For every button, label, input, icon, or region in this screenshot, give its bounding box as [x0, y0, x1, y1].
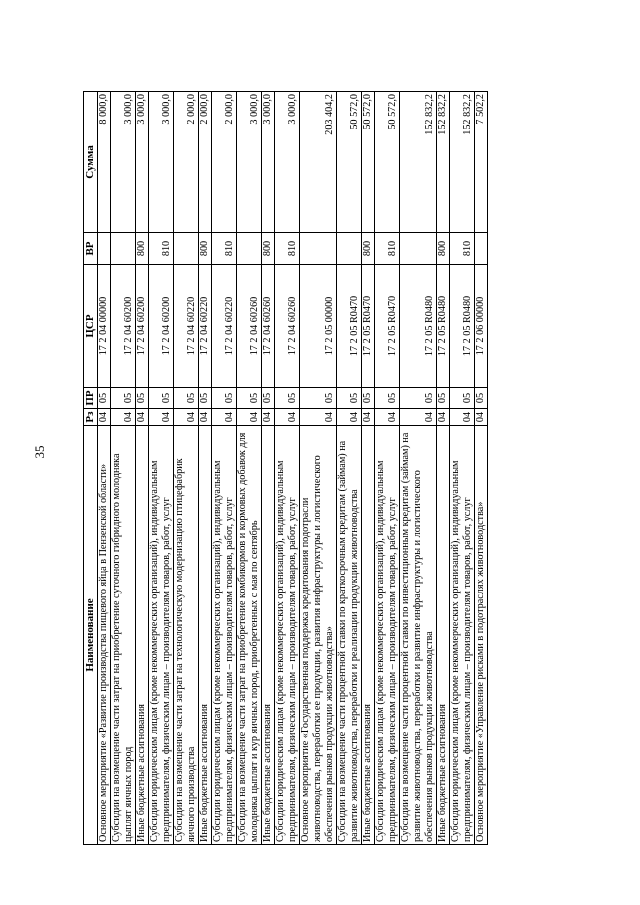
row-rz: 04: [212, 409, 237, 426]
table-row: [262, 92, 275, 845]
table-row: [275, 92, 300, 845]
row-pr: 05: [450, 388, 475, 409]
row-sum: 2 000,0: [174, 92, 199, 233]
row-name: Иные бюджетные ассигнования: [136, 426, 149, 845]
row-sum: 2 000,0: [212, 92, 237, 233]
row-rz: 04: [136, 409, 149, 426]
row-name: Субсидии на возмещение части процентной ставки по краткосрочным кредитам (займам) на развитие животноводства, переработки и реализации продукции животноводства: [337, 426, 362, 845]
row-rz: 04: [450, 409, 475, 426]
row-name: Субсидии юридическим лицам (кроме некоммерческих организаций), индивидуальным предпринимателям, физическим лицам – производителям товаров, работ, услуг: [275, 426, 300, 845]
row-rz: 04: [237, 409, 262, 426]
row-name: Основное мероприятие «Управление рисками в подотраслях животноводства»: [475, 426, 488, 845]
row-name: Основное мероприятие «Государственная поддержка кредитования подотрасли животноводства, переработки ее продукции, развития инфраструктуры и логистического обеспечения рынков продукции животноводства»: [300, 426, 337, 845]
row-pr: 05: [475, 388, 488, 409]
row-csr: 17 2 05 R0480: [450, 265, 475, 388]
row-pr: 05: [300, 388, 337, 409]
table-row: [337, 92, 362, 845]
row-sum: 8 000,0: [98, 92, 111, 233]
budget-table: [83, 91, 488, 845]
page-number: 35: [32, 445, 47, 459]
row-vr: [337, 233, 362, 265]
table-row: [98, 92, 111, 845]
row-sum: 3 000,0: [262, 92, 275, 233]
table-row: [212, 92, 237, 845]
row-vr: 810: [375, 233, 400, 265]
row-csr: 17 2 04 60220: [212, 265, 237, 388]
row-rz: 04: [98, 409, 111, 426]
row-sum: 50 572,0: [362, 92, 375, 233]
row-vr: [400, 233, 437, 265]
row-pr: 05: [199, 388, 212, 409]
row-sum: 152 832,2: [400, 92, 437, 233]
header-name: Наименование: [84, 426, 98, 845]
row-name: Субсидии на возмещение части затрат на приобретение суточного гибридного молодняка цыплят яичных пород: [111, 426, 136, 845]
row-csr: 17 2 04 60220: [199, 265, 212, 388]
row-rz: 04: [262, 409, 275, 426]
row-vr: 800: [437, 233, 450, 265]
row-csr: 17 2 05 00000: [300, 265, 337, 388]
table-row: [136, 92, 149, 845]
table-row: [174, 92, 199, 845]
row-rz: 04: [437, 409, 450, 426]
row-pr: 05: [275, 388, 300, 409]
row-csr: 17 2 05 R0470: [375, 265, 400, 388]
row-pr: 05: [149, 388, 174, 409]
table-row: [400, 92, 437, 845]
row-name: Иные бюджетные ассигнования: [362, 426, 375, 845]
row-rz: 04: [375, 409, 400, 426]
row-vr: 800: [199, 233, 212, 265]
row-pr: 05: [375, 388, 400, 409]
row-name: Субсидии юридическим лицам (кроме некоммерческих организаций), индивидуальным предпринимателям, физическим лицам – производителям товаров, работ, услуг: [450, 426, 475, 845]
row-csr: 17 2 05 R0470: [337, 265, 362, 388]
row-csr: 17 2 05 R0480: [400, 265, 437, 388]
row-rz: 04: [275, 409, 300, 426]
row-name: Иные бюджетные ассигнования: [437, 426, 450, 845]
row-name: Субсидии юридическим лицам (кроме некоммерческих организаций), индивидуальным предпринимателям, физическим лицам – производителям товаров, работ, услуг: [149, 426, 174, 845]
table-row: [111, 92, 136, 845]
row-sum: 3 000,0: [111, 92, 136, 233]
table-row: [199, 92, 212, 845]
row-name: Субсидии на возмещение части затрат на технологическую модернизацию птицефабрик яичного производства: [174, 426, 199, 845]
row-vr: [111, 233, 136, 265]
row-sum: 3 000,0: [149, 92, 174, 233]
table-row: [237, 92, 262, 845]
table-row: [375, 92, 400, 845]
rotated-table-frame: [83, 92, 563, 845]
row-rz: 04: [149, 409, 174, 426]
row-rz: 04: [475, 409, 488, 426]
row-vr: 810: [212, 233, 237, 265]
header-rz: Рз: [84, 409, 98, 426]
row-pr: 05: [400, 388, 437, 409]
row-name: Субсидии на возмещение части процентной ставки по инвестиционным кредитам (займам) на развитие животноводства, переработки и развитие инфраструктуры и логистического обеспечения рынков продукции животноводства: [400, 426, 437, 845]
row-sum: 3 000,0: [275, 92, 300, 233]
row-csr: 17 2 04 60260: [275, 265, 300, 388]
header-sum: Сумма: [84, 92, 98, 233]
row-name: Субсидии юридическим лицам (кроме некоммерческих организаций), индивидуальным предпринимателям, физическим лицам – производителям товаров, работ, услуг: [375, 426, 400, 845]
table-row: [362, 92, 375, 845]
row-pr: 05: [237, 388, 262, 409]
row-name: Основное мероприятие «Развитие производства пищевого яйца в Пензенской области»: [98, 426, 111, 845]
row-name: Субсидии на возмещение части затрат на приобретение комбикормов и кормовых добавок для молодняка цыплят и кур яичных пород, приобретенных с мая по сентябрь: [237, 426, 262, 845]
row-vr: 810: [450, 233, 475, 265]
row-vr: [174, 233, 199, 265]
row-vr: [475, 233, 488, 265]
row-name: Иные бюджетные ассигнования: [262, 426, 275, 845]
header-vr: ВР: [84, 233, 98, 265]
table-row: [300, 92, 337, 845]
row-csr: 17 2 04 60200: [149, 265, 174, 388]
row-pr: 05: [337, 388, 362, 409]
table-row: [149, 92, 174, 845]
row-vr: 800: [362, 233, 375, 265]
row-pr: 05: [174, 388, 199, 409]
header-pr: ПР: [84, 388, 98, 409]
row-sum: 50 572,0: [337, 92, 362, 233]
header-csr: ЦСР: [84, 265, 98, 388]
table-row: [450, 92, 475, 845]
row-sum: 152 832,2: [450, 92, 475, 233]
row-csr: 17 2 06 00000: [475, 265, 488, 388]
row-pr: 05: [437, 388, 450, 409]
row-csr: 17 2 04 60200: [111, 265, 136, 388]
table-header-row: [84, 92, 98, 845]
row-pr: 05: [136, 388, 149, 409]
row-pr: 05: [362, 388, 375, 409]
row-pr: 05: [111, 388, 136, 409]
row-vr: [237, 233, 262, 265]
row-rz: 04: [337, 409, 362, 426]
row-vr: 810: [149, 233, 174, 265]
row-csr: 17 2 04 00000: [98, 265, 111, 388]
row-vr: [98, 233, 111, 265]
row-vr: 810: [275, 233, 300, 265]
table-row: [475, 92, 488, 845]
row-csr: 17 2 04 60200: [136, 265, 149, 388]
row-vr: 800: [136, 233, 149, 265]
row-rz: 04: [300, 409, 337, 426]
row-sum: 3 000,0: [136, 92, 149, 233]
rotated-table-container: [83, 92, 563, 845]
table-row: [437, 92, 450, 845]
row-csr: 17 2 04 60260: [262, 265, 275, 388]
row-rz: 04: [174, 409, 199, 426]
row-csr: 17 2 04 60220: [174, 265, 199, 388]
row-pr: 05: [98, 388, 111, 409]
row-rz: 04: [199, 409, 212, 426]
row-sum: 152 832,2: [437, 92, 450, 233]
row-sum: 2 000,0: [199, 92, 212, 233]
row-csr: 17 2 05 R0470: [362, 265, 375, 388]
row-csr: 17 2 05 R0480: [437, 265, 450, 388]
row-name: Субсидии юридическим лицам (кроме некоммерческих организаций), индивидуальным предпринимателям, физическим лицам – производителям товаров, работ, услуг: [212, 426, 237, 845]
row-pr: 05: [262, 388, 275, 409]
row-name: Иные бюджетные ассигнования: [199, 426, 212, 845]
row-rz: 04: [400, 409, 437, 426]
row-sum: 7 502,2: [475, 92, 488, 233]
row-csr: 17 2 04 60260: [237, 265, 262, 388]
row-pr: 05: [212, 388, 237, 409]
row-sum: 203 404,2: [300, 92, 337, 233]
row-sum: 50 572,0: [375, 92, 400, 233]
row-rz: 04: [111, 409, 136, 426]
row-sum: 3 000,0: [237, 92, 262, 233]
row-rz: 04: [362, 409, 375, 426]
row-vr: 800: [262, 233, 275, 265]
row-vr: [300, 233, 337, 265]
